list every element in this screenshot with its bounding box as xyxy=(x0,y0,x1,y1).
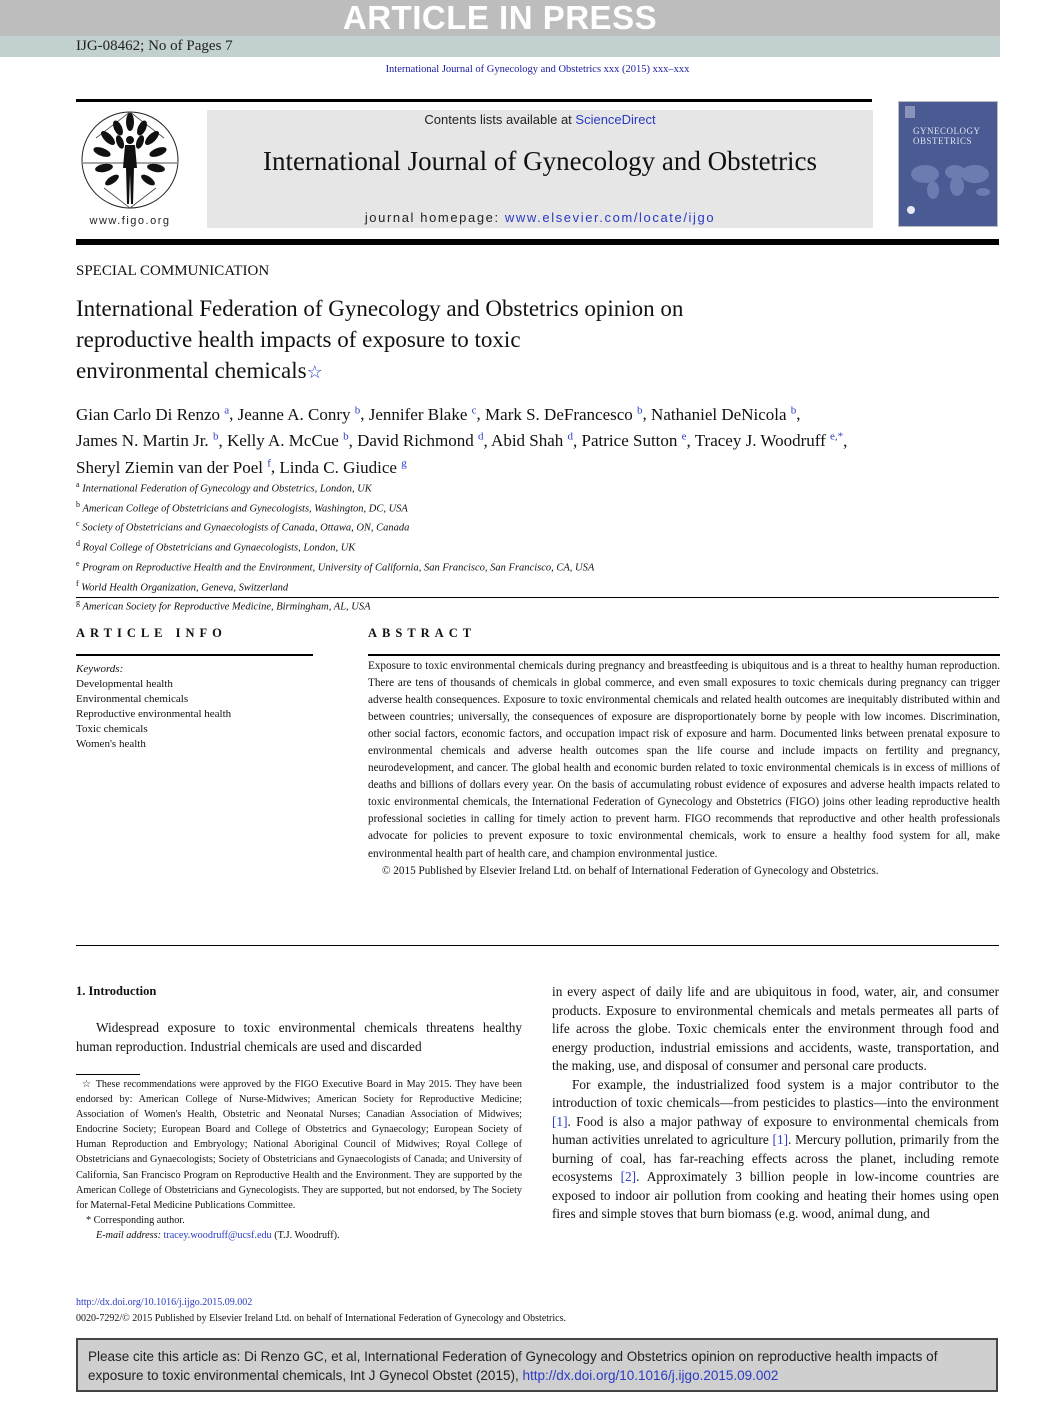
author[interactable] xyxy=(357,431,483,450)
author[interactable] xyxy=(76,431,218,450)
issn-line: 0020-7292/© 2015 Published by Elsevier Ireland Ltd. on behalf of International Federation of Gynecology and Obstetrics. xyxy=(76,1313,566,1324)
section-heading-introduction: 1. Introduction xyxy=(76,984,157,998)
paragraph-text: . Approximately 3 billion people in low-income countries are exposed to indoor air pollution from cooking and heating their homes using open fires and simple stoves that burn biomass (e.g. wood, animal dung, and xyxy=(552,1169,1000,1221)
header-top-rule xyxy=(76,99,872,102)
corresponding-label: Corresponding author. xyxy=(93,1214,185,1226)
footnote-star-text: These recommendations were approved by the FIGO Executive Board in May 2015. They have been endorsed by: American College of Nurse-Midwives; American Society for Reproductive Medicine; Association of Women's Health, Obstetric and Neonatal Nurses; Canadian Association of Midwives; Endocrine Society; European Board and College of Obstetrics and Gynaecology; European Society of Human Reproduction and Embryology; National Aboriginal Council of Midwives; Royal College of Obstetricians and Gynaecologists; Society of Obstetricians and Gynaecologists of Canada; and University of California, San Francisco Program on Reproductive Health and the Environment. They are supported by the American College of Obstetricians and Gynecologists. They are supported, but not endorsed, by The Society for Maternal-Fetal Medicine Publications Committee. xyxy=(76,1079,522,1211)
keyword: Women's health xyxy=(76,738,146,751)
email-line xyxy=(76,1228,522,1243)
doi-link[interactable]: http://dx.doi.org/10.1016/j.ijgo.2015.09.002 xyxy=(76,1297,253,1308)
abstract-copyright: © 2015 Published by Elsevier Ireland Ltd. on behalf of International Federation of Gynecology and Obstetrics. xyxy=(382,864,879,877)
cover-world-map-icon xyxy=(907,160,993,200)
author[interactable] xyxy=(491,431,573,450)
author-name: Mark S. DeFrancesco xyxy=(485,404,633,424)
banner-text: ARTICLE IN PRESS xyxy=(342,0,658,36)
intro-right-column xyxy=(552,983,999,1224)
figo-logo xyxy=(76,108,184,230)
author-name: Jennifer Blake xyxy=(368,404,468,424)
affiliation-text: Program on Reproductive Health and the Environment, University of California, San Francisco, San Francisco, CA, USA xyxy=(82,562,595,574)
affiliation-key: g xyxy=(76,598,80,608)
cover-figo-emblem-icon xyxy=(907,206,915,214)
corresponding-author-note xyxy=(76,1213,522,1228)
journal-reference: International Journal of Gynecology and Obstetrics xxx (2015) xxx–xxx xyxy=(385,64,690,75)
author[interactable] xyxy=(485,405,643,424)
article-type: SPECIAL COMMUNICATION xyxy=(76,263,270,279)
affiliations-rule xyxy=(76,597,999,598)
author-name: James N. Martin Jr. xyxy=(76,431,209,451)
intro-paragraph xyxy=(552,1076,999,1224)
author-affiliation-marker[interactable]: b xyxy=(212,430,219,443)
homepage-prefix: journal homepage: xyxy=(364,210,505,225)
figo-logo-icon xyxy=(76,108,184,216)
citation-doi-link[interactable]: http://dx.doi.org/10.1016/j.ijgo.2015.09.002 xyxy=(522,1368,779,1383)
affiliation-key: c xyxy=(76,519,80,529)
sciencedirect-link[interactable]: ScienceDirect xyxy=(575,112,656,127)
cover-publisher-mark xyxy=(905,106,915,118)
email-label: E-mail address: xyxy=(96,1229,161,1241)
citation-link[interactable]: [1] xyxy=(772,1132,789,1147)
affiliation-key: d xyxy=(76,539,80,549)
author[interactable] xyxy=(369,405,477,424)
affiliation-text: American College of Obstetricians and Gynecologists, Washington, DC, USA xyxy=(82,503,408,515)
contents-line xyxy=(207,112,873,127)
author-affiliation-marker[interactable]: e xyxy=(681,430,687,443)
affiliation xyxy=(76,536,876,556)
keyword: Developmental health xyxy=(76,678,173,691)
author-affiliation-marker[interactable]: b xyxy=(637,404,643,416)
author[interactable] xyxy=(695,431,843,450)
citation-text: Please cite this article as: Di Renzo GC, et al, International Federation of Gynecology and Obstetrics opinion on reproductive health impacts of exposure to toxic environmental chemicals, Int J Gynecol Obstet (2015), xyxy=(88,1349,938,1383)
author-affiliation-marker[interactable]: c xyxy=(471,404,477,416)
title-line xyxy=(76,355,836,388)
article-info-rule xyxy=(76,654,313,656)
intro-paragraph: Widespread exposure to toxic environmental chemicals threatens healthy human reproduction. Industrial chemicals are used and discarded xyxy=(76,1020,522,1054)
author-name: Tracey J. Woodruff xyxy=(694,431,826,451)
author[interactable] xyxy=(76,458,271,477)
affiliation xyxy=(76,595,876,615)
corresponding-marker: * xyxy=(86,1214,92,1226)
author-name: Gian Carlo Di Renzo xyxy=(76,404,220,424)
title-footnote-star[interactable]: ☆ xyxy=(306,362,323,382)
title-line-text: environmental chemicals xyxy=(76,358,307,383)
author-name: Kelly A. McCue xyxy=(226,431,339,451)
author-affiliation-marker[interactable]: d xyxy=(567,430,574,443)
abstract-bottom-rule xyxy=(76,945,999,946)
keywords-block xyxy=(76,662,336,753)
homepage-link[interactable]: www.elsevier.com/locate/ijgo xyxy=(504,210,716,225)
paragraph-text: . Mercury pollution, primarily from the burning of coal, has far-reaching effects across the planet, including remote ecosystems xyxy=(552,1132,999,1184)
author-list: Gian Carlo Di Renzo $^a$, Jeanne A. Conry $^b$, Jennifer Blake $^c$, Mark S. DeFrancesco $^b$, Nathaniel DeNicola $^b$, James N. Martin Jr. $^b$, Kelly A. McCue $^b$, David Richmond $^d$, Abid Shah $^d$, Patrice Sutton $^e$, Tracey J. Woodruff $^{e,*}$, Sheryl Ziemin van der Poel $^f$, Linda C. Giudice $^g$ xyxy=(76,404,848,477)
author-affiliation-marker[interactable]: a xyxy=(224,404,230,416)
email-suffix: (T.J. Woodruff). xyxy=(274,1229,340,1241)
email-link[interactable]: tracey.woodruff@ucsf.edu xyxy=(163,1229,272,1241)
figo-url[interactable]: www.figo.org xyxy=(89,215,171,227)
journal-cover-image xyxy=(898,101,998,227)
keyword: Environmental chemicals xyxy=(76,693,189,706)
affiliation xyxy=(76,556,876,576)
title-footnote xyxy=(76,1077,522,1213)
author-affiliation-marker[interactable]: b xyxy=(790,404,797,416)
author-affiliation-marker[interactable]: d xyxy=(477,430,484,443)
header-bottom-rule xyxy=(76,239,999,245)
author-affiliation-marker[interactable]: b xyxy=(354,404,361,416)
affiliation-text: Society of Obstetricians and Gynaecologists of Canada, Ottawa, ON, Canada xyxy=(82,522,410,534)
affiliation-text: International Federation of Gynecology and Obstetrics, London, UK xyxy=(82,483,372,495)
author-name: Jeanne A. Conry xyxy=(237,404,351,424)
paragraph-text: . Food is also a major pathway of exposure to environmental chemicals from human activities unrelated to agriculture xyxy=(552,1113,999,1147)
title-line: International Federation of Gynecology and Obstetrics opinion on xyxy=(76,296,684,321)
journal-title: International Journal of Gynecology and Obstetrics xyxy=(262,146,818,176)
intro-left-column xyxy=(76,1019,522,1056)
manuscript-id-bar xyxy=(0,36,1000,57)
affiliation-key: f xyxy=(76,578,79,588)
author-name: Sheryl Ziemin van der Poel xyxy=(76,457,263,477)
affiliation-key: e xyxy=(76,558,80,568)
intro-paragraph: in every aspect of daily life and are ubiquitous in food, water, air, and consumer products. Exposure to environmental chemicals and metals permeates all parts of life across the globe. Toxic chemicals enter the environment through food and energy production, industrial emissions and accidents, waste, transportation, and the making, use, and disposal of consumer and personal care products. xyxy=(552,984,999,1073)
abstract-rule xyxy=(368,654,1000,656)
author[interactable] xyxy=(279,458,406,477)
affiliation-list xyxy=(76,477,876,615)
citation-link[interactable]: [2] xyxy=(620,1169,637,1184)
author-affiliation-marker[interactable]: e,* xyxy=(830,430,844,443)
affiliation-key: b xyxy=(76,499,80,509)
abstract-heading: ABSTRACT xyxy=(368,626,477,640)
affiliation-key: a xyxy=(76,480,80,489)
author-affiliation-marker[interactable]: f xyxy=(267,457,271,470)
affiliation xyxy=(76,477,876,497)
author[interactable] xyxy=(651,405,796,424)
affiliation-text: American Society for Reproductive Medicine, Birmingham, AL, USA xyxy=(82,601,371,613)
contents-prefix: Contents lists available at xyxy=(424,112,576,127)
footnote-rule xyxy=(76,1074,140,1075)
author-name: David Richmond xyxy=(357,431,474,451)
author[interactable] xyxy=(238,405,361,424)
affiliation-text: Royal College of Obstetricians and Gynaecologists, London, UK xyxy=(82,542,356,554)
homepage-line xyxy=(207,210,873,225)
author[interactable] xyxy=(227,431,349,450)
article-in-press-banner xyxy=(0,0,1000,36)
author-name: Abid Shah xyxy=(491,431,564,451)
author-affiliation-marker[interactable]: g xyxy=(401,457,407,470)
affiliation xyxy=(76,576,876,596)
author-name: Patrice Sutton xyxy=(581,431,678,451)
keyword: Toxic chemicals xyxy=(76,723,148,736)
author[interactable] xyxy=(76,405,229,424)
cover-title: GYNECOLOGY OBSTETRICS xyxy=(913,126,981,146)
keyword: Reproductive environmental health xyxy=(76,708,232,721)
author-name: Nathaniel DeNicola xyxy=(651,404,787,424)
affiliation-text: World Health Organization, Geneva, Switzerland xyxy=(81,582,289,594)
affiliation xyxy=(76,497,876,517)
citation-box xyxy=(76,1338,998,1392)
abstract-body xyxy=(368,658,1000,880)
author-name: Linda C. Giudice xyxy=(279,457,397,477)
abstract-text: Exposure to toxic environmental chemicals during pregnancy and breastfeeding is ubiquitous and is a threat to healthy human reproduction. There are tens of thousands of chemicals in global commerce, and even small exposures to toxic chemicals during pregnancy can trigger adverse health consequences. Exposure to toxic environmental chemicals and related health outcomes are inequitably distributed within and between countries; universally, the consequences of exposure are disproportionately borne by people with low incomes. Discrimination, other social factors, economic factors, and occupation impact risk of exposure and harm. Documented links between prenatal exposure to environmental chemicals and adverse health outcomes span the life course and include impacts on fertility and pregnancy, neurodevelopment, and cancer. The global health and economic burden related to toxic environmental chemicals is in excess of millions of deaths and billions of dollars every year. On the basis of accumulating robust evidence of exposures and adverse health impacts related to toxic environmental chemicals, the International Federation of Gynecology and Obstetrics (FIGO) joins other leading reproductive health professional societies in calling for timely action to prevent harm. FIGO recommends that reproductive and other health professionals advocate for policies to prevent exposure to toxic environmental chemicals, work to ensure a healthy food system for all, make environmental health part of health care, and champion environmental justice. xyxy=(368,660,1000,860)
paragraph-text: For example, the industrialized food system is a major contributor to the introduction of toxic chemicals—from pesticides to plastics—into the environment xyxy=(552,1076,999,1110)
author-affiliation-marker[interactable]: b xyxy=(343,430,349,443)
manuscript-id: IJG-08462; No of Pages 7 xyxy=(76,38,233,54)
article-info-heading: ARTICLE INFO xyxy=(76,626,227,640)
keywords-label: Keywords: xyxy=(76,663,124,675)
affiliation xyxy=(76,516,876,536)
footnote-star-marker: ☆ xyxy=(82,1079,93,1090)
article-title xyxy=(76,293,836,388)
footnotes xyxy=(76,1077,522,1243)
citation-link[interactable]: [1] xyxy=(552,1113,568,1129)
title-line: reproductive health impacts of exposure to toxic xyxy=(76,327,521,352)
journal-masthead xyxy=(207,110,873,228)
author[interactable] xyxy=(582,431,687,450)
